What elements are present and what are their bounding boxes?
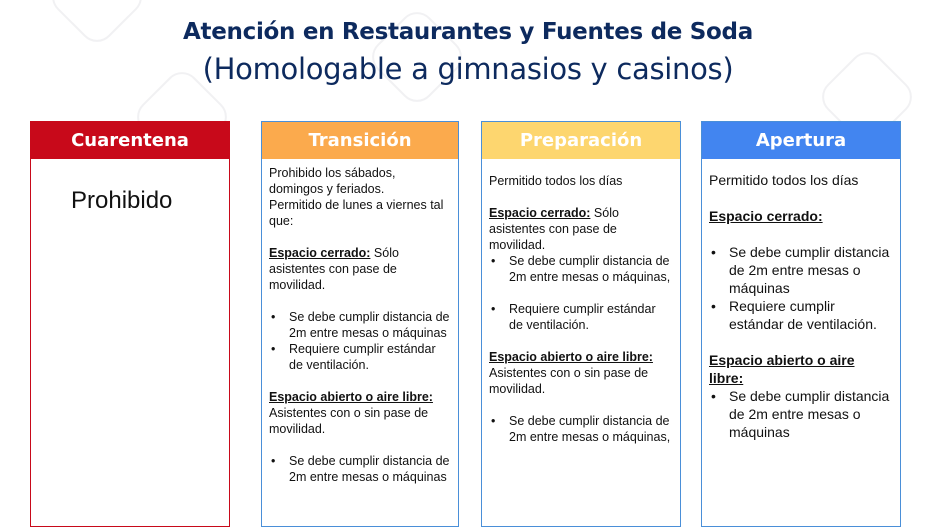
page-subtitle: (Homologable a gimnasios y casinos) [202, 52, 734, 86]
open-space-label-line [709, 351, 892, 387]
bullet-icon: • [271, 454, 276, 468]
open-space-desc: Asistentes con o sin pase de movilidad. [269, 406, 429, 436]
list-item [709, 243, 892, 297]
card-header: Preparación [482, 122, 680, 159]
list-item-text: Requiere cumplir estándar de ventilación. [289, 342, 436, 372]
card-text: Prohibido [71, 187, 173, 214]
open-space-label: Espacio abierto o aire libre: [489, 350, 653, 364]
bullet-icon: • [711, 388, 716, 404]
list-item-text: Requiere cumplir estándar de ventilación. [509, 302, 656, 332]
open-space-label-line [489, 349, 672, 365]
bullet-icon: • [711, 244, 716, 260]
closed-space-desc: Sólo asistentes con pase de movilidad. [269, 246, 399, 292]
open-space-label-line [269, 389, 450, 405]
card-apertura [701, 121, 901, 527]
intro-text: Permitido de lunes a viernes tal que: [269, 198, 444, 228]
list-item [489, 301, 672, 333]
bullet-icon: • [491, 254, 496, 268]
closed-space-text [489, 205, 672, 253]
open-space-desc: Asistentes con o sin pase de movilidad. [489, 366, 649, 396]
list-item [269, 341, 450, 373]
intro-text: Permitido todos los días [709, 172, 859, 188]
card-header: Transición [262, 122, 458, 159]
list-item-text: Se debe cumplir distancia de 2m entre mesas o máquinas [289, 454, 450, 484]
intro-text: Permitido todos los días [489, 174, 623, 188]
list-item-text: Se debe cumplir distancia de 2m entre mesas o máquinas [289, 310, 450, 340]
list-item-text: Se debe cumplir distancia de 2m entre mesas o máquinas [729, 244, 890, 296]
card-cuarentena [30, 121, 230, 527]
closed-space-text [269, 245, 450, 293]
card-preparacion [481, 121, 681, 527]
closed-space-label: Espacio cerrado: [269, 246, 371, 260]
list-item [269, 453, 450, 485]
bullet-icon: • [271, 342, 276, 356]
bullet-icon: • [491, 302, 496, 316]
list-item [269, 309, 450, 341]
list-item-text: Se debe cumplir distancia de 2m entre mesas o máquinas [729, 388, 890, 440]
card-transicion [261, 121, 459, 527]
list-item-text: Requiere cumplir estándar de ventilación. [729, 298, 877, 332]
closed-space-desc: Sólo asistentes con pase de movilidad. [489, 206, 619, 252]
list-item-text: Se debe cumplir distancia de 2m entre mesas o máquinas, [509, 414, 671, 444]
bullet-icon: • [491, 414, 496, 428]
bullet-icon: • [271, 310, 276, 324]
open-space-label: Espacio abierto o aire libre: [709, 352, 855, 386]
bullet-icon: • [711, 298, 716, 314]
list-item-text: Se debe cumplir distancia de 2m entre mesas o máquinas, [509, 254, 671, 284]
card-header: Apertura [702, 122, 900, 159]
closed-space-label: Espacio cerrado: [489, 206, 591, 220]
intro-text: Prohibido los sábados, domingos y feriados. [269, 166, 396, 196]
closed-space-label: Espacio cerrado: [709, 208, 823, 224]
card-header: Cuarentena [31, 122, 229, 159]
closed-space-label-line [709, 207, 892, 225]
page-title: Atención en Restaurantes y Fuentes de Soda [183, 19, 753, 45]
open-space-label: Espacio abierto o aire libre: [269, 390, 433, 404]
list-item [489, 413, 672, 445]
list-item [709, 297, 892, 333]
list-item [489, 253, 672, 285]
list-item [709, 387, 892, 441]
